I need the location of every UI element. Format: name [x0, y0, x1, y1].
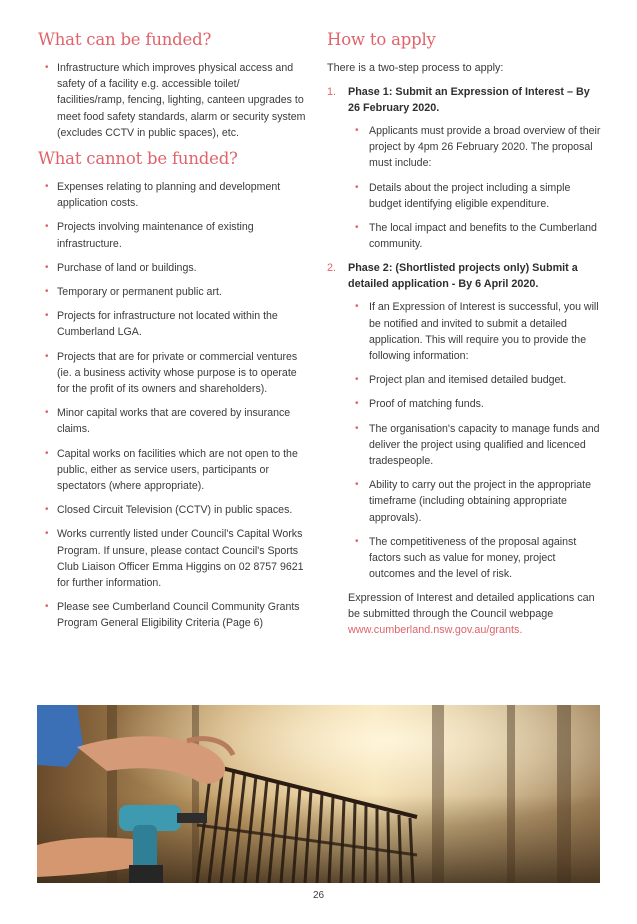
not-funded-item: • Projects that are for private or commercial ventures (ie. a business activity whose purpose is to operate for the profit of its owners and shareholders).	[38, 349, 310, 398]
what-cannot-be-funded-heading: What cannot be funded?	[38, 149, 238, 169]
submission-note-text: Expression of Interest and detailed applications can be submitted through the Council webpage	[348, 592, 595, 621]
not-funded-item: • Expenses relating to planning and development application costs.	[38, 179, 310, 211]
phase-1-item: • Applicants must provide a broad overview of their project by 4pm 26 February 2020. The proposal must include:	[348, 123, 602, 172]
not-funded-item: • Temporary or permanent public art.	[38, 284, 310, 300]
page-number: 26	[312, 890, 325, 901]
not-funded-item: • Minor capital works that are covered by insurance claims.	[38, 405, 310, 437]
not-funded-list	[38, 179, 310, 632]
how-to-apply-heading: How to apply	[327, 30, 436, 49]
phase-2-list	[348, 299, 602, 582]
phase-1-list	[348, 123, 602, 252]
intro-text: There is a two-step process to apply:	[327, 62, 504, 74]
funded-item: • Infrastructure which improves physical access and safety of a facility e.g. accessible toilet/ facilities/ramp, fencing, lighting, canteen upgrades to meet food safety standards, alarm or security system (excludes CCTV in public spaces), etc.	[38, 60, 310, 141]
phase-1-item: • Details about the project including a simple budget identifying eligible expenditure.	[348, 180, 602, 212]
phase-1	[327, 84, 602, 252]
phase-2-number: 2.	[327, 262, 337, 275]
phase-2-item: • Project plan and itemised detailed budget.	[348, 372, 602, 388]
what-can-be-funded-heading: What can be funded?	[38, 30, 212, 49]
not-funded-item: • Works currently listed under Council's Capital Works Program. If unsure, please contact Council's Sports Club Liaison Officer Emma Higgins on 02 8757 9621 for further information.	[38, 526, 310, 591]
not-funded-item: • Closed Circuit Television (CCTV) in public spaces.	[38, 502, 310, 518]
left-column	[38, 30, 310, 640]
phase-2	[327, 260, 602, 582]
phase-2-title: Phase 2: (Shortlisted projects only) Submit a detailed application - By 6 April 2020.	[348, 262, 578, 291]
phase-1-number: 1.	[327, 86, 337, 98]
right-column	[327, 30, 602, 649]
submission-note	[327, 590, 602, 638]
not-funded-item: • Capital works on facilities which are not open to the public, either as service users, participants or spectators (where appropriate).	[38, 446, 310, 495]
phase-2-item: • If an Expression of Interest is successful, you will be notified and invited to submit a detailed application. This will require you to provide the following information:	[348, 299, 602, 364]
fence-construction-photo	[37, 705, 600, 883]
grants-link[interactable]: www.cumberland.nsw.gov.au/grants.	[348, 624, 523, 637]
phase-1-title: Phase 1: Submit an Expression of Interest – By 26 February 2020.	[348, 86, 590, 114]
funded-list	[38, 60, 310, 141]
phase-2-item: • The competitiveness of the proposal against factors such as value for money, project outcomes and the level of risk.	[348, 534, 602, 583]
phase-1-item: • The local impact and benefits to the Cumberland community.	[348, 220, 602, 252]
not-funded-item: • Projects for infrastructure not located within the Cumberland LGA.	[38, 308, 310, 340]
not-funded-item: • Purchase of land or buildings.	[38, 260, 310, 276]
not-funded-item: • Please see Cumberland Council Community Grants Program General Eligibility Criteria (Page 6)	[38, 599, 310, 631]
phase-2-item: • The organisation's capacity to manage funds and deliver the project using qualified and licenced tradespeople.	[348, 421, 602, 470]
not-funded-item: • Projects involving maintenance of existing infrastructure.	[38, 219, 310, 251]
phase-2-item: • Proof of matching funds.	[348, 396, 602, 412]
phase-2-item: • Ability to carry out the project in the appropriate timeframe (including obtaining appropriate approvals).	[348, 477, 602, 526]
